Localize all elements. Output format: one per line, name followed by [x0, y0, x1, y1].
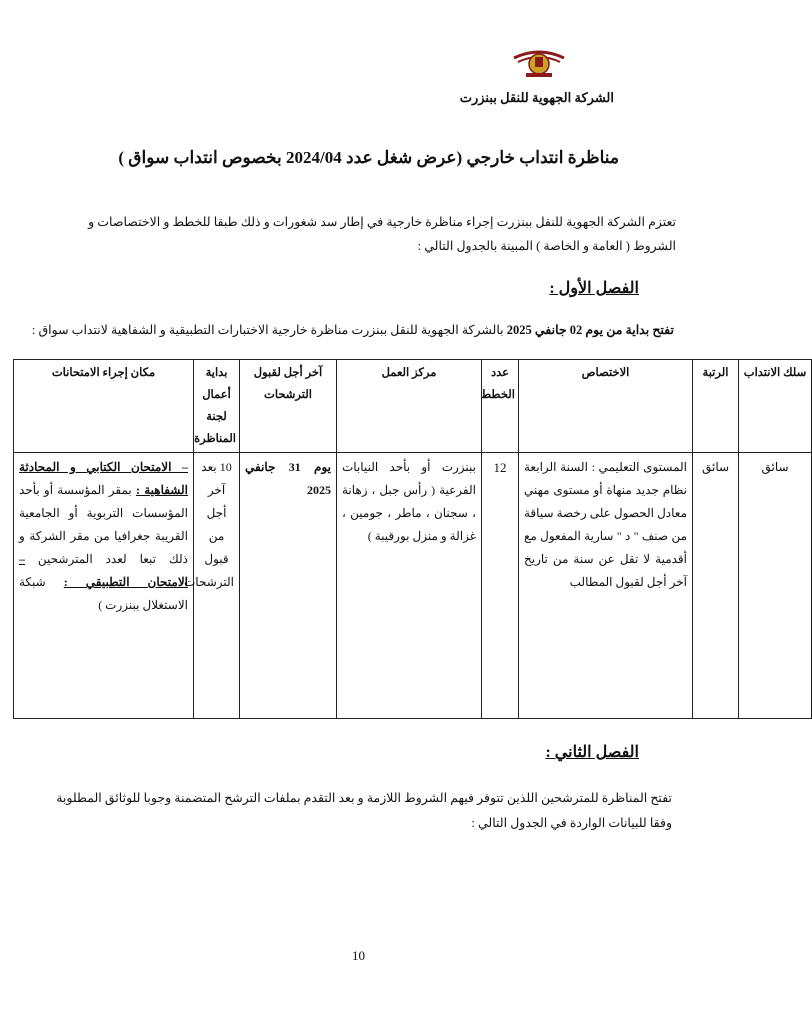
page-title: مناظرة انتداب خارجي (عرض شغل عدد 2024/04 بخصوص انتداب سواق )	[118, 148, 619, 167]
chapter1-opening	[32, 322, 674, 338]
cell-count: 12	[482, 453, 519, 719]
exam-practical-text: شبكة الاستغلال ببنزرت )	[19, 575, 188, 612]
header-specialty: الاختصاص	[519, 360, 693, 453]
cell-grade: سائق	[693, 453, 739, 719]
exam-written-text: بمقر المؤسسة أو بأحد المؤسسات التربوية أو الجامعية القريبة جغرافيا من مقر الشركة و ذلك تبعا لعدد المترشحين	[19, 483, 188, 566]
exam-practical-label: – الامتحان التطبيقي :	[19, 552, 188, 589]
header-exam-place: مكان إجراء الامتحانات	[14, 360, 194, 453]
company-logo-icon	[512, 44, 566, 78]
cell-exam-place	[14, 453, 194, 719]
header-jury-start: بداية أعمال لجنة المناظرة	[194, 360, 240, 453]
header-workplace: مركز العمل	[337, 360, 482, 453]
cell-jury-start: 10 بعد آخر أجل من قبول الترشحات	[194, 453, 240, 719]
header-deadline: آخر أجل لقبول الترشحات	[240, 360, 337, 453]
chapter2-heading: الفصل الثاني :	[545, 744, 639, 761]
header-corps: سلك الانتداب	[739, 360, 812, 453]
positions-table	[13, 359, 812, 719]
intro-paragraph: تعتزم الشركة الجهوية للنقل ببنزرت إجراء مناظرة خارجية في إطار سد شغورات و ذلك طبقا للخطط و الاختصاصات و الشروط ( العامة و الخاصة ) المبينة بالجدول التالي :	[88, 215, 676, 253]
cell-deadline: يوم 31 جانفي 2025	[240, 453, 337, 719]
company-logo	[512, 44, 566, 78]
opening-date: تفتح بداية من يوم 02 جانفي 2025	[506, 323, 674, 337]
header-count: عدد الخطط	[482, 360, 519, 453]
chapter2-paragraph: تفتح المناظرة للمترشحين اللذين تتوفر فيهم الشروط اللازمة و بعد التقدم بملفات الترشح المتضمنة وجوبا للوثائق المطلوبة وفقا للبيانات الواردة في الجدول التالي :	[56, 791, 672, 830]
cell-corps: سائق	[739, 453, 812, 719]
header-grade: الرتبة	[693, 360, 739, 453]
cell-workplace: ببنزرت أو بأحد النيابات الفرعية ( رأس جبل ، زهانة ، سجنان ، ماطر ، جومين ، غزالة و منزل بورقيبة )	[337, 453, 482, 719]
table-header-row	[14, 360, 812, 453]
page-number: 10	[352, 948, 365, 963]
chapter1-heading: الفصل الأول :	[549, 280, 639, 297]
table-row	[14, 453, 812, 719]
company-name: الشركة الجهوية للنقل ببنزرت	[459, 90, 614, 105]
cell-specialty: المستوى التعليمي : السنة الرابعة نظام جديد منهاة أو مستوى مهني معادل الحصول على رخصة سياقة من صنف " د " سارية المفعول مع أقدمية لا تقل عن سنة من تاريخ آخر أجل لقبول المطالب	[519, 453, 693, 719]
opening-text: بالشركة الجهوية للنقل ببنزرت مناظرة خارجية الاختبارات التطبيقية و الشفاهية لانتداب سواق :	[31, 323, 507, 337]
exam-written-label: – الامتحان الكتابي و المحادثة الشفاهية :	[19, 460, 188, 497]
